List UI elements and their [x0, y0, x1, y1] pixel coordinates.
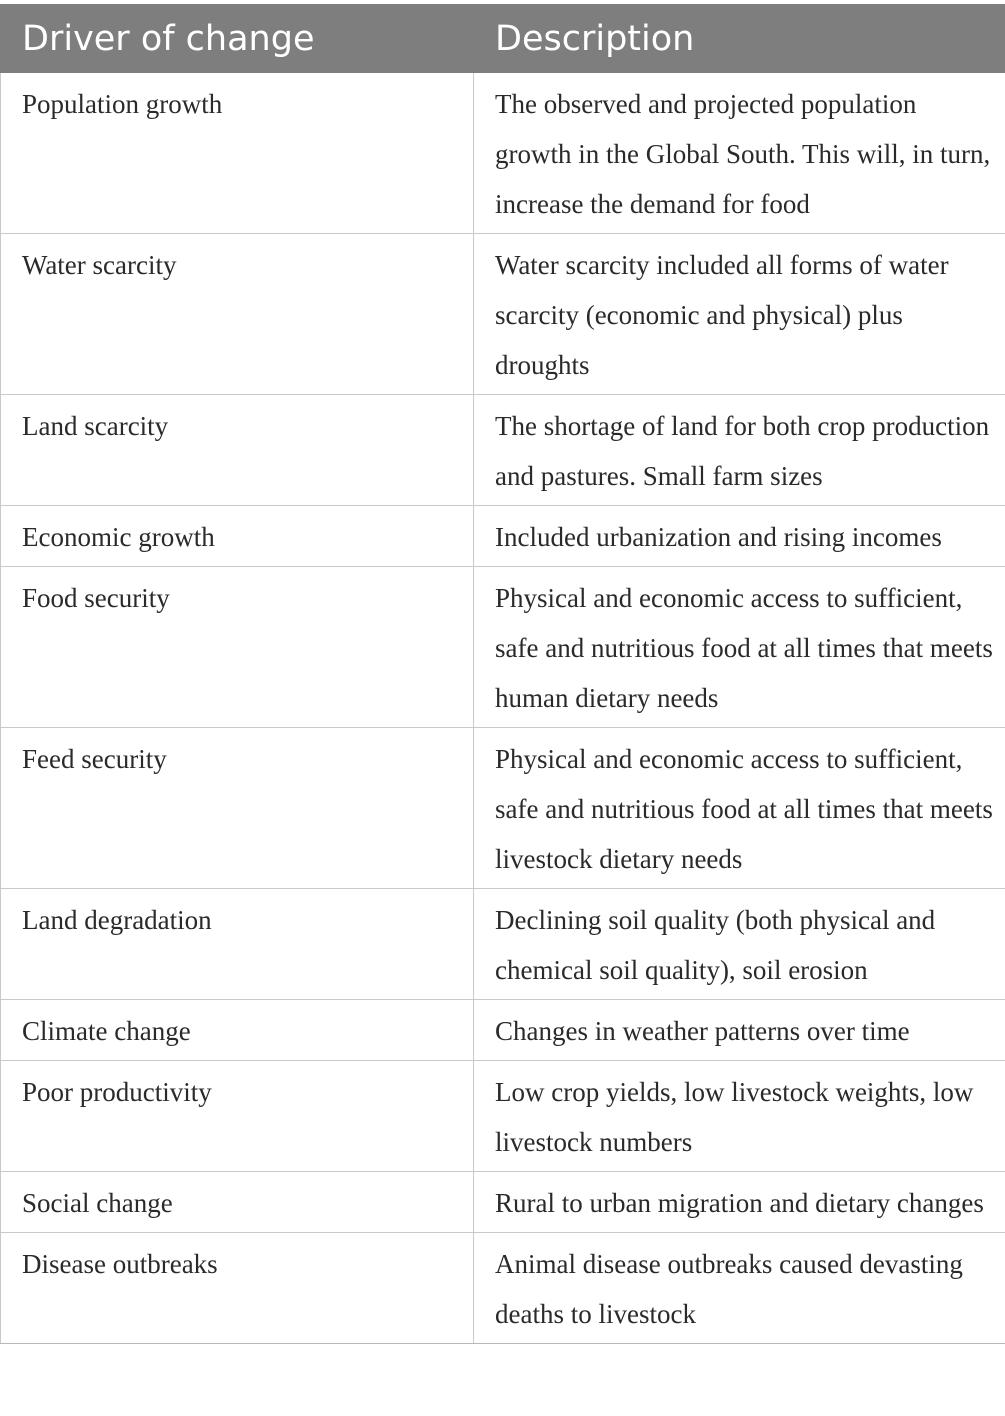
header-driver-of-change: Driver of change: [1, 5, 474, 73]
header-row: [1, 5, 1005, 73]
table-header: [1, 5, 1005, 73]
table-row: [1, 567, 1005, 728]
table-row: [1, 728, 1005, 889]
table-row: [1, 889, 1005, 1000]
driver-cell: Feed security: [1, 728, 474, 889]
table-body: [1, 73, 1005, 1344]
driver-cell: Land scarcity: [1, 395, 474, 506]
description-cell: Physical and economic access to sufficient, safe and nutritious food at all times that meets livestock dietary needs: [474, 728, 1005, 889]
driver-cell: Social change: [1, 1172, 474, 1233]
description-cell: Changes in weather patterns over time: [474, 1000, 1005, 1061]
table-row: [1, 1000, 1005, 1061]
table-row: [1, 1172, 1005, 1233]
driver-cell: Climate change: [1, 1000, 474, 1061]
description-cell: The shortage of land for both crop production and pastures. Small farm sizes: [474, 395, 1005, 506]
description-cell: Animal disease outbreaks caused devasting deaths to livestock: [474, 1233, 1005, 1344]
table-row: [1, 1061, 1005, 1172]
table-row: [1, 1233, 1005, 1344]
driver-cell: Economic growth: [1, 506, 474, 567]
driver-cell: Water scarcity: [1, 234, 474, 395]
description-cell: Declining soil quality (both physical and chemical soil quality), soil erosion: [474, 889, 1005, 1000]
driver-cell: Poor productivity: [1, 1061, 474, 1172]
drivers-of-change-table: [0, 4, 1005, 1344]
description-cell: Physical and economic access to sufficient, safe and nutritious food at all times that meets human dietary needs: [474, 567, 1005, 728]
driver-cell: Food security: [1, 567, 474, 728]
table-row: [1, 506, 1005, 567]
description-cell: The observed and projected population growth in the Global South. This will, in turn, increase the demand for food: [474, 73, 1005, 234]
table-row: [1, 395, 1005, 506]
table-row: [1, 73, 1005, 234]
description-cell: Water scarcity included all forms of water scarcity (economic and physical) plus droughts: [474, 234, 1005, 395]
header-description: Description: [474, 5, 1005, 73]
table-row: [1, 234, 1005, 395]
driver-cell: Population growth: [1, 73, 474, 234]
description-cell: Rural to urban migration and dietary changes: [474, 1172, 1005, 1233]
driver-cell: Disease outbreaks: [1, 1233, 474, 1344]
driver-cell: Land degradation: [1, 889, 474, 1000]
description-cell: Low crop yields, low livestock weights, low livestock numbers: [474, 1061, 1005, 1172]
description-cell: Included urbanization and rising incomes: [474, 506, 1005, 567]
